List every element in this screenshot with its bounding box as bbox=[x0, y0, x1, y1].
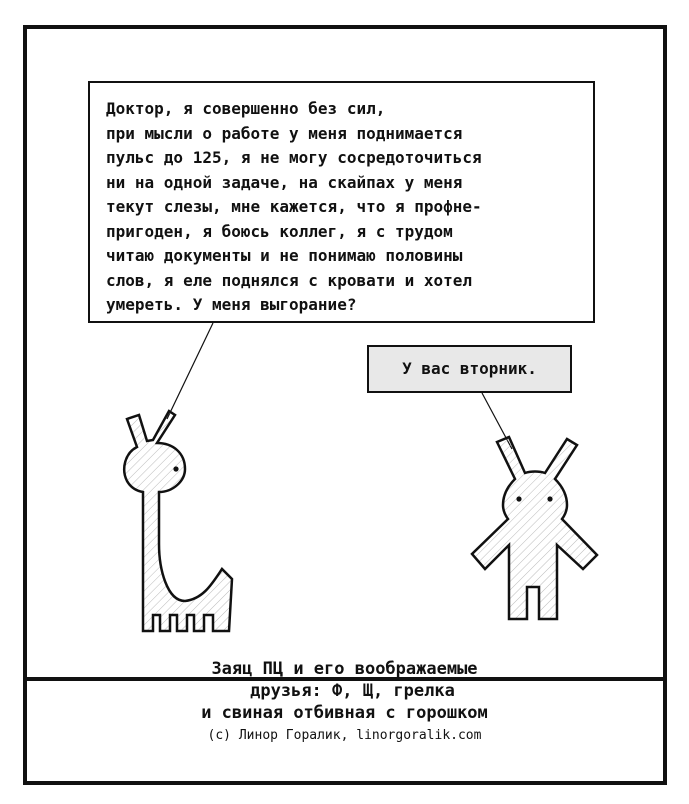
caption-line-3: и свиная отбивная с горошком bbox=[201, 703, 488, 723]
caption-block bbox=[0, 658, 689, 746]
giraffe-character bbox=[124, 411, 232, 631]
caption-line-2: друзья: Ф, Щ, грелка bbox=[250, 681, 455, 701]
comic-illustration bbox=[27, 29, 663, 677]
rabbit-eye-left bbox=[516, 496, 521, 501]
rabbit-eye-right bbox=[547, 496, 552, 501]
speech-bubble-doctor: У вас вторник. bbox=[367, 345, 572, 393]
speech-bubble-patient: Доктор, я совершенно без сил, при мысли о работе у меня поднимается пульс до 125, я не могу сосредоточиться ни на одной задаче, на скайпах у меня текут слезы, мне кажется, что я профне- пригоден, я боюсь коллег, я с трудом читаю документы и не понимаю половины слов, я еле поднялся с кровати и хотел умереть. У меня выгорание? bbox=[88, 81, 595, 323]
caption-line-1: Заяц ПЦ и его воображаемые bbox=[211, 659, 478, 679]
rabbit-character bbox=[472, 437, 597, 619]
copyright-credit: (c) Линор Горалик, linorgoralik.com bbox=[207, 728, 482, 743]
speech-tail-patient bbox=[167, 323, 213, 419]
giraffe-eye bbox=[173, 466, 178, 471]
